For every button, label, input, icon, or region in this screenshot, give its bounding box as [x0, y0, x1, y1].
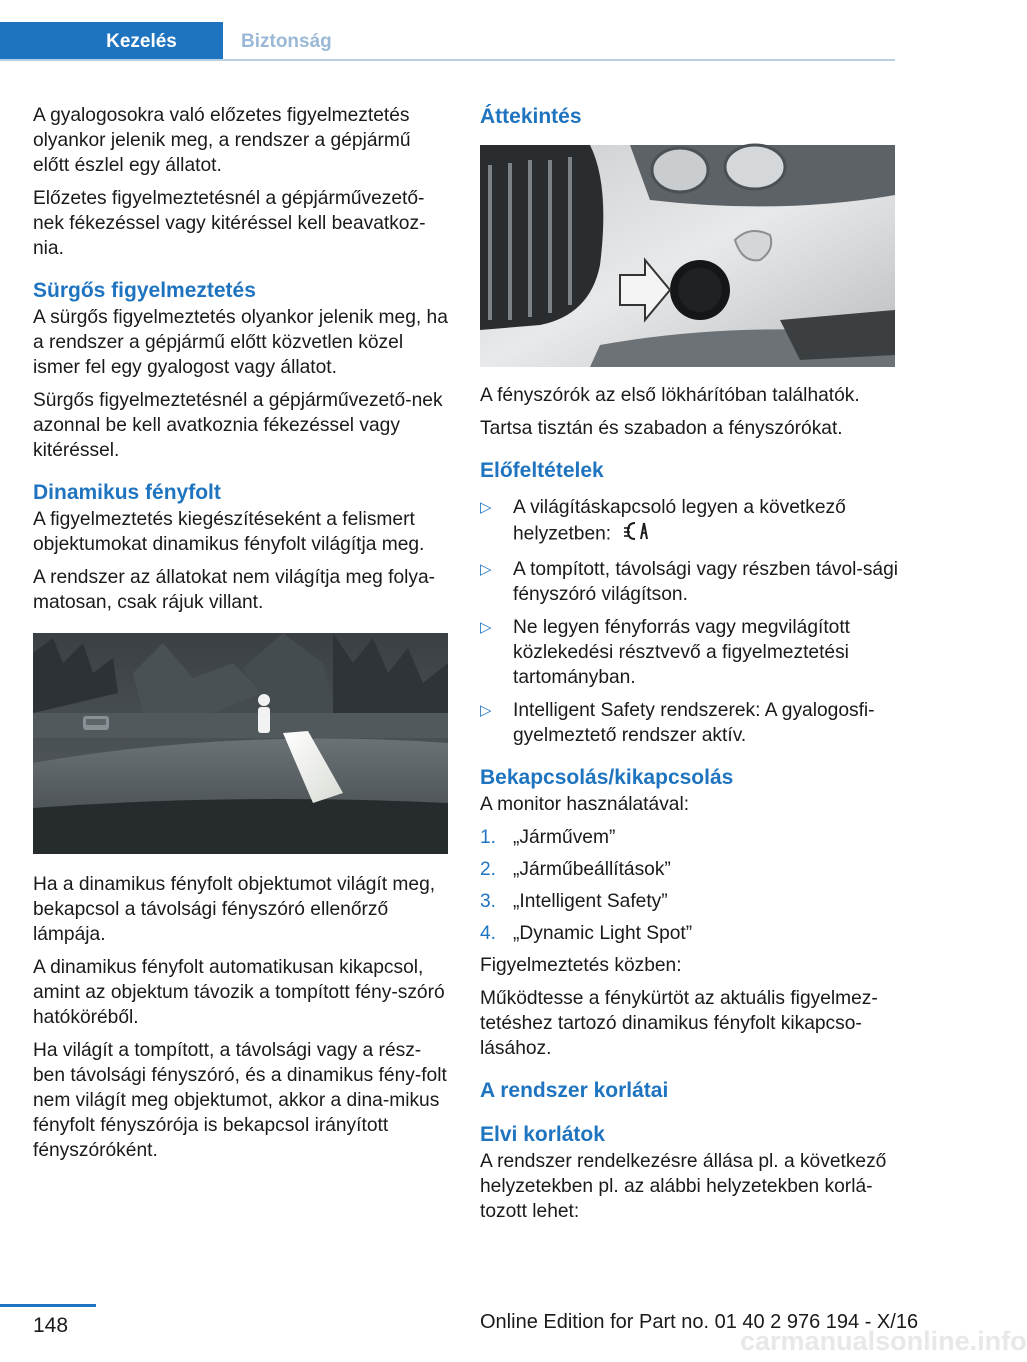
- paragraph: A sürgős figyelmeztetés olyankor jelenik meg, ha a rendszer a gépjármű előtt közvetlen közel ismer fel egy gyalogost vagy állatot.: [33, 307, 448, 378]
- tab-biztonsag-label: Biztonság: [241, 31, 332, 52]
- paragraph: Működtesse a fénykürtöt az aktuális figyelmez-tetéshez tartozó dinamikus fényfolt kikapcso-lásához.: [480, 988, 878, 1059]
- triangle-right-icon: ▷: [480, 702, 492, 719]
- paragraph: A rendszer rendelkezésre állása pl. a következő helyzetekben pl. az alábbi helyzetekben korlá-tozott lehet:: [480, 1151, 887, 1222]
- paragraph: Előzetes figyelmeztetésnél a gépjárművezető-nek fékezéssel vagy kitéréssel kell beavatkoz-nia.: [33, 188, 426, 259]
- auto-light-icon: [624, 520, 650, 549]
- list-item: 3. „Intelligent Safety”: [480, 891, 668, 912]
- paragraph: A figyelmeztetés kiegészítéseként a felismert objektumokat dinamikus fényfolt világítja meg.: [33, 509, 425, 555]
- tab-kezeles-label: Kezelés: [106, 31, 177, 52]
- heading-system-limits: A rendszer korlátai: [480, 1079, 669, 1102]
- paragraph: A rendszer az állatokat nem világítja meg folya-matosan, csak rájuk villant.: [33, 567, 436, 613]
- night-road-illustration: [33, 633, 448, 854]
- list-item: 2. „Járműbeállítások”: [480, 859, 671, 880]
- list-item: 1. „Járművem”: [480, 827, 616, 848]
- steps-list: [480, 825, 898, 946]
- list-item: 4. „Dynamic Light Spot”: [480, 923, 693, 944]
- paragraph: Figyelmeztetés közben:: [480, 955, 682, 976]
- paragraph: A gyalogosokra való előzetes figyelmeztetés olyankor jelenik meg, a rendszer a gépjármű előtt észlel egy állatot.: [33, 105, 411, 176]
- prerequisites-list: [480, 495, 898, 748]
- list-item: ▷ A világításkapcsoló legyen a következő helyzetben:: [480, 495, 898, 549]
- paragraph: Sürgős figyelmeztetésnél a gépjárművezető-nek azonnal be kell avatkoznia fékezéssel vagy kitéréssel.: [33, 390, 443, 461]
- header-divider: [0, 59, 895, 61]
- page-number: 148: [33, 1314, 69, 1337]
- edition-note: Online Edition for Part no. 01 40 2 976 194 - X/16: [480, 1311, 919, 1333]
- watermark: carmanualsonline.info: [740, 1326, 1027, 1356]
- paragraph: Tartsa tisztán és szabadon a fényszórókat.: [480, 418, 843, 439]
- paragraph: A fényszórók az első lökhárítóban találhatók.: [480, 385, 860, 406]
- left-column: [33, 103, 451, 1171]
- list-item: ▷ Intelligent Safety rendszerek: A gyalogosfi-gyelmeztető rendszer aktív.: [480, 700, 875, 746]
- heading-prerequisites: Előfeltételek: [480, 459, 604, 482]
- paragraph: Ha a dinamikus fényfolt objektumot világít meg, bekapcsol a távolsági fényszóró ellenőrző lámpája.: [33, 874, 436, 945]
- heading-urgent-warning: Sürgős figyelmeztetés: [33, 279, 256, 302]
- paragraph: Ha világít a tompított, a távolsági vagy a rész-ben távolsági fényszóró, és a dinamikus fény-folt nem világít meg objektumot, akkor a dina-mikus fényfolt fényszórója is bekapcsol irányított fényszóróként.: [33, 1040, 447, 1161]
- footer-accent-bar: [0, 1304, 96, 1307]
- triangle-right-icon: ▷: [480, 619, 492, 636]
- tab-kezeles[interactable]: [0, 22, 223, 60]
- triangle-right-icon: ▷: [480, 499, 492, 516]
- tab-biztonsag[interactable]: [223, 22, 332, 60]
- right-column: [480, 103, 898, 1232]
- front-bumper-headlight-illustration: [480, 145, 895, 367]
- list-item: ▷ A tompított, távolsági vagy részben távol-sági fényszóró világítson.: [480, 559, 899, 605]
- heading-principle-limits: Elvi korlátok: [480, 1123, 605, 1146]
- heading-dynamic-light-spot: Dinamikus fényfolt: [33, 481, 221, 504]
- list-item: ▷ Ne legyen fényforrás vagy megvilágított közlekedési résztvevő a figyelmeztetési tartományban.: [480, 617, 851, 688]
- paragraph: A dinamikus fényfolt automatikusan kikapcsol, amint az objektum távozik a tompított fény-szóró hatóköréből.: [33, 957, 445, 1028]
- header-tabs: [0, 22, 895, 60]
- heading-on-off: Bekapcsolás/kikapcsolás: [480, 766, 734, 789]
- paragraph: A monitor használatával:: [480, 794, 690, 815]
- triangle-right-icon: ▷: [480, 561, 492, 578]
- heading-overview: Áttekintés: [480, 105, 582, 128]
